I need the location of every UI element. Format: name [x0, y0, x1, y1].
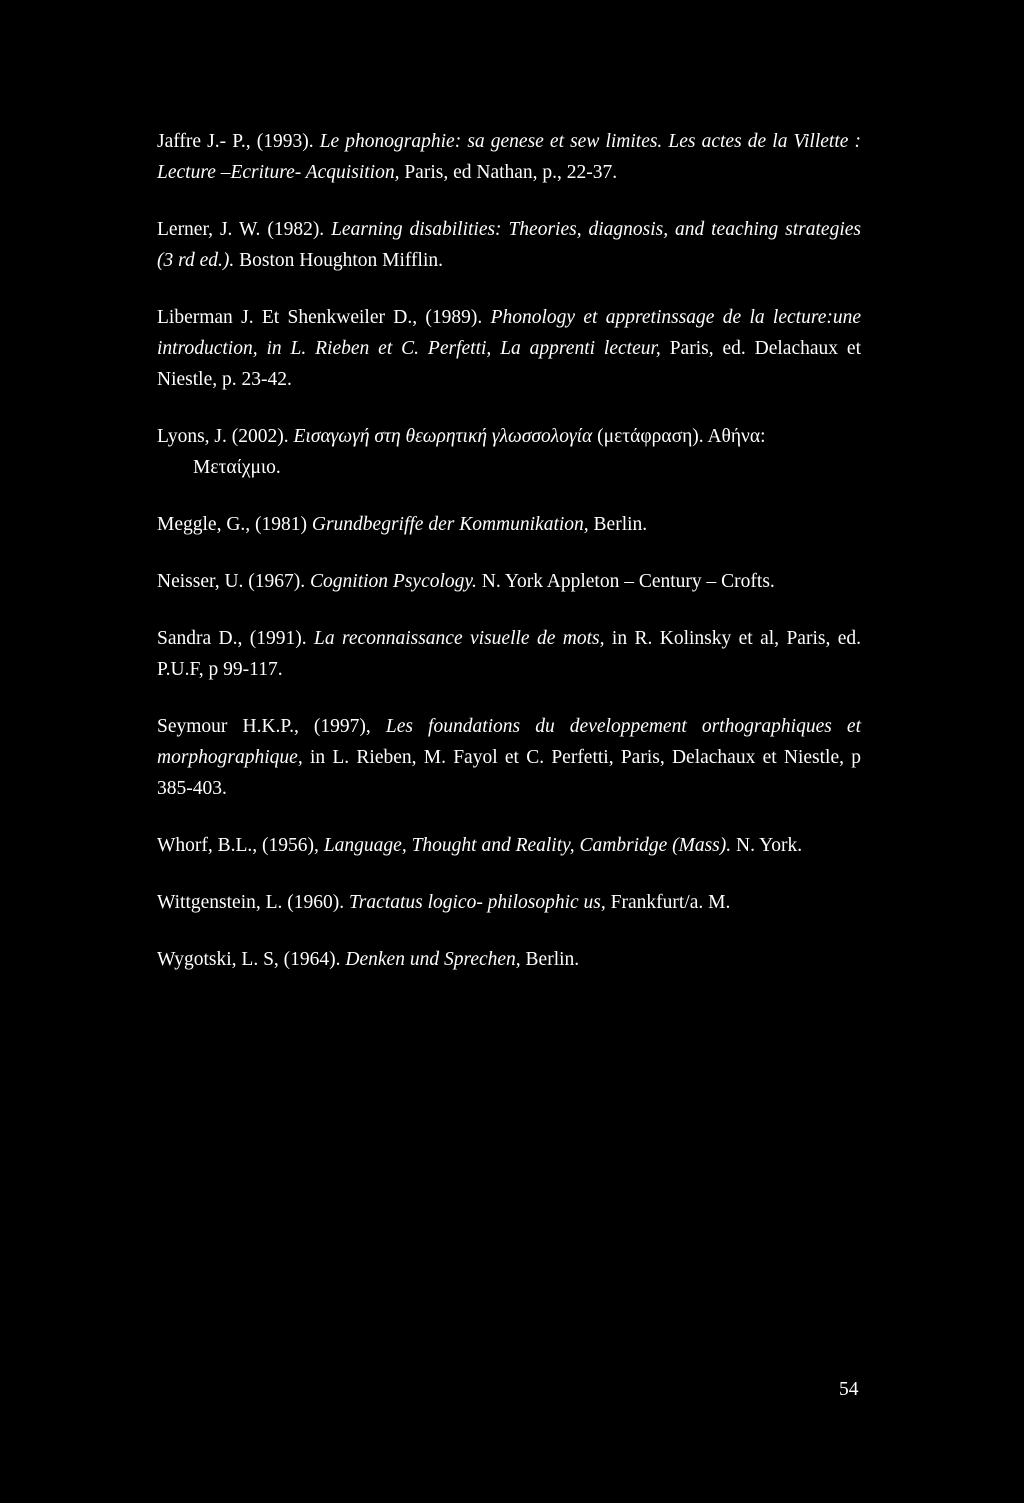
reference-item — [157, 944, 861, 975]
reference-title: Grundbegriffe der Kommunikation, — [311, 514, 589, 535]
reference-publication: Paris, ed Nathan, p., 22-37. — [399, 162, 618, 183]
reference-author: Whorf, B.L., (1956), — [157, 835, 324, 856]
reference-publication: N. York. — [731, 835, 803, 856]
reference-item — [157, 421, 861, 483]
reference-publication: Berlin. — [588, 514, 648, 535]
reference-item — [157, 566, 861, 597]
reference-item — [157, 887, 861, 918]
reference-publication: Frankfurt/a. M. — [605, 892, 731, 913]
reference-publication: in R. Kolinsky et al, Paris, ed. P.U.F, p 99-117. — [157, 628, 862, 680]
reference-title: Learning disabilities: Theories, diagnosis, and teaching strategies (3 rd ed.). — [157, 219, 861, 271]
reference-item — [157, 711, 861, 804]
reference-publication: Boston Houghton Mifflin. — [234, 250, 444, 271]
reference-title: Cognition Psycology. — [310, 571, 477, 592]
reference-author: Lerner, J. W. (1982). — [157, 219, 332, 240]
reference-title: Le phonographie: sa genese et sew limites. Les actes de la Villette : Lecture –Ecriture- Acquisition, — [157, 131, 862, 183]
reference-item — [157, 214, 861, 276]
reference-title: Denken und Sprechen, — [345, 949, 521, 970]
reference-author: Meggle, G., (1981) — [157, 514, 312, 535]
reference-publication: (μετάφραση). Αθήνα: — [592, 426, 766, 447]
reference-list — [157, 126, 861, 1001]
page-number: 54 — [839, 1379, 859, 1400]
reference-author: Lyons, J. (2002). — [157, 426, 294, 447]
reference-title: Phonology et appretinssage de la lecture:une introduction, in L. Rieben et C. Perfetti, La apprenti lecteur, — [157, 307, 861, 359]
reference-item — [157, 126, 861, 188]
reference-title: Tractatus logico- philosophic us, — [349, 892, 606, 913]
reference-title: La reconnaissance visuelle de mots, — [314, 628, 605, 649]
reference-author: Jaffre J.- P., (1993). — [157, 131, 320, 152]
reference-author: Sandra D., (1991). — [157, 628, 315, 649]
reference-publication: Paris, ed. Delachaux et Niestle, p. 23-42. — [157, 338, 861, 390]
reference-author: Seymour H.K.P., (1997), — [157, 716, 386, 737]
reference-author: Liberman J. Et Shenkweiler D., (1989). — [157, 307, 491, 328]
reference-title: Les foundations du developpement orthographiques et morphographique, — [157, 716, 861, 768]
reference-item — [157, 623, 861, 685]
reference-publication: in L. Rieben, M. Fayol et C. Perfetti, Paris, Delachaux et Niestle, p 385-403. — [157, 747, 861, 799]
reference-author: Wygotski, L. S, (1964). — [157, 949, 346, 970]
reference-author: Wittgenstein, L. (1960). — [157, 892, 350, 913]
reference-item — [157, 302, 861, 395]
reference-title: Language, Thought and Reality, Cambridge (Mass). — [323, 835, 732, 856]
reference-publication: N. York Appleton – Century – Crofts. — [476, 571, 775, 592]
reference-author: Neisser, U. (1967). — [157, 571, 311, 592]
reference-title: Εισαγωγή στη θεωρητική γλωσσολογία — [293, 426, 593, 447]
reference-item — [157, 830, 861, 861]
reference-continuation: Μεταίχμιο. — [193, 457, 281, 478]
reference-item — [157, 509, 861, 540]
reference-publication: Berlin. — [520, 949, 580, 970]
